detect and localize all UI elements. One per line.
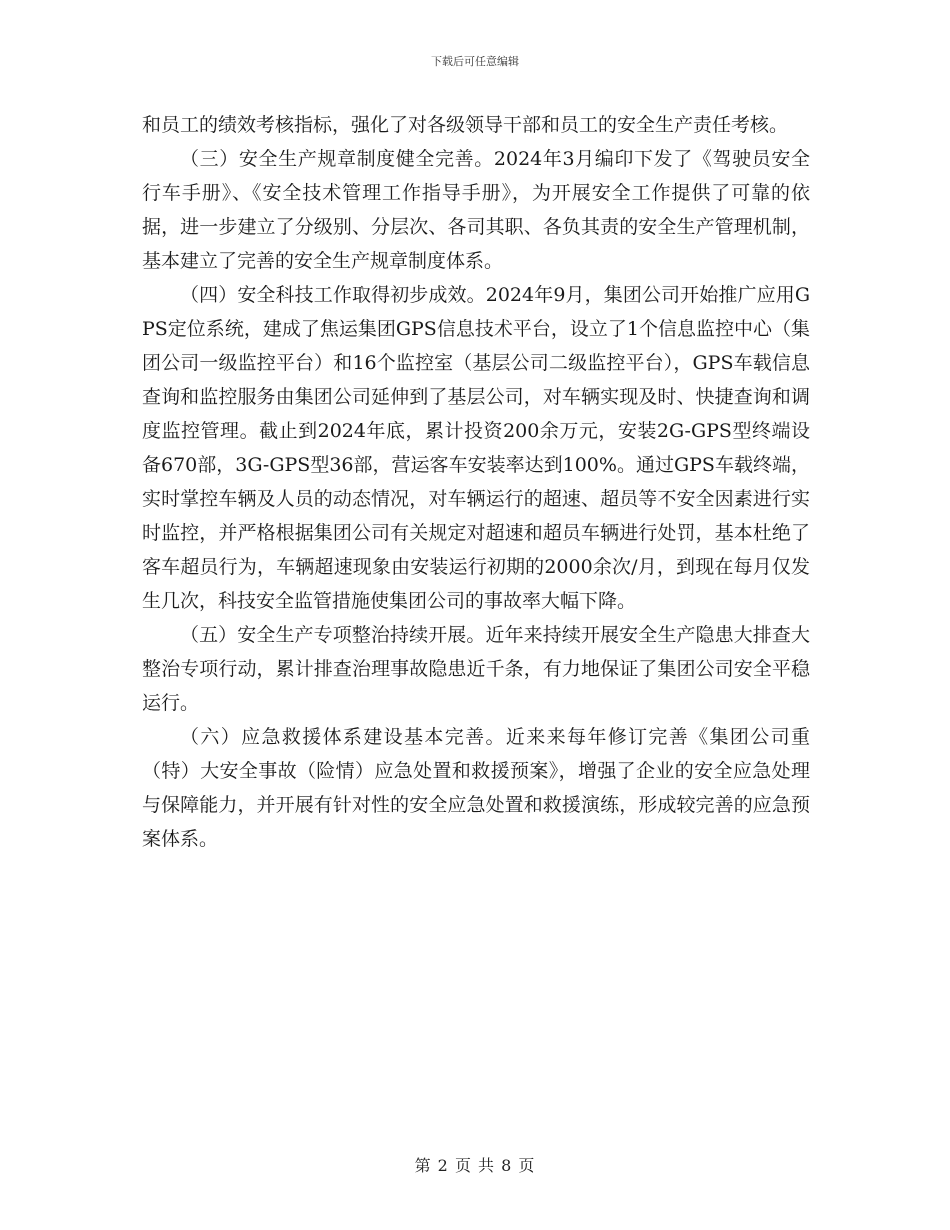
paragraph-continuation: 和员工的绩效考核指标，强化了对各级领导干部和员工的安全生产责任考核。 <box>142 114 789 136</box>
paragraph-section-3: （三）安全生产规章制度健全完善。2024年3月编印下发了《驾驶员安全行车手册》、《安全技术管理工作指导手册》，为开展安全工作提供了可靠的依据，进一步建立了分级别、分层次、各司其职、各负其责的安全生产管理机制，基本建立了完善的安全生产规章制度体系。 <box>142 148 810 272</box>
page-number-footer: 第 2 页 共 8 页 <box>414 1156 536 1175</box>
paragraph-section-5: （五）安全生产专项整治持续开展。近年来持续开展安全生产隐患大排查大整治专项行动，累计排查治理事故隐患近千条，有力地保证了集团公司安全平稳运行。 <box>142 624 810 714</box>
paragraph-section-6: （六）应急救援体系建设基本完善。近来来每年修订完善《集团公司重（特）大安全事故（险情）应急处置和救援预案》，增强了企业的安全应急处理与保障能力，并开展有针对性的安全应急处置和救援演练，形成较完善的应急预案体系。 <box>142 726 810 850</box>
page-header-note: 下载后可任意编辑 <box>431 55 519 68</box>
paragraph-section-4: （四）安全科技工作取得初步成效。2024年9月，集团公司开始推广应用GPS定位系统，建成了焦运集团GPS信息技术平台，设立了1个信息监控中心（集团公司一级监控平台）和16个监控室（基层公司二级监控平台），GPS车载信息查询和监控服务由集团公司延伸到了基层公司，对车辆实现及时、快捷查询和调度监控管理。截止到2024年底，累计投资200余万元，安装2G-GPS型终端设备670部，3G-GPS型36部，营运客车安装率达到100%。通过GPS车载终端，实时掌控车辆及人员的动态情况，对车辆运行的超速、超员等不安全因素进行实时监控，并严格根据集团公司有关规定对超速和超员车辆进行处罚，基本杜绝了客车超员行为，车辆超速现象由安装运行初期的2000余次/月，到现在每月仅发生几次，科技安全监管措施使集团公司的事故率大幅下降。 <box>142 284 810 612</box>
document-body <box>142 108 810 856</box>
